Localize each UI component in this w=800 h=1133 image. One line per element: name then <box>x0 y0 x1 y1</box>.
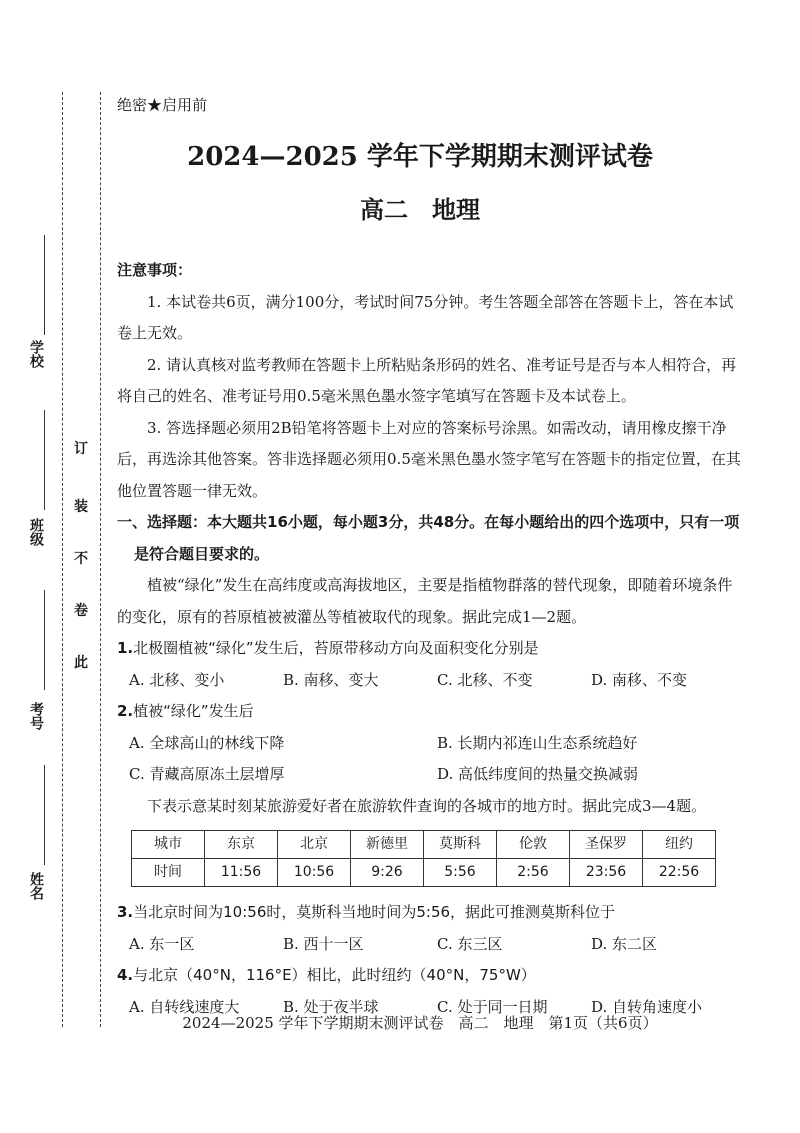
question-1-stem: 北极圈植被“绿化”发生后，苔原带移动方向及面积变化分别是 <box>133 639 539 657</box>
seal-char-ding: 订 <box>74 441 88 457</box>
section-heading-line2: 是符合题目要求的。 <box>134 544 270 563</box>
question-1-number: 1. <box>117 639 134 657</box>
question-4-number: 4. <box>117 966 134 984</box>
q3-option-b: B. 西十一区 <box>283 934 364 953</box>
question-2-number: 2. <box>117 702 134 720</box>
q4-option-a: A. 自转线速度大 <box>129 997 240 1016</box>
question-1-options <box>117 665 745 697</box>
table-cell-time: 22:56 <box>643 859 716 887</box>
q2-option-a: A. 全球高山的林线下降 <box>129 733 285 752</box>
school-label: 学校 <box>28 340 44 368</box>
name-label: 姓名 <box>28 872 44 900</box>
class-label: 班级 <box>28 518 44 546</box>
binding-dashed-line-outer <box>62 92 63 1027</box>
question-1 <box>117 633 745 665</box>
question-3-options <box>117 929 745 961</box>
table-cell-city: 圣保罗 <box>570 831 643 859</box>
question-2-stem: 植被“绿化”发生后 <box>133 702 254 720</box>
table-cell-time: 9:26 <box>351 859 424 887</box>
table-cell-time: 23:56 <box>570 859 643 887</box>
exam-no-fill-line <box>44 590 45 690</box>
table-cell-city: 新德里 <box>351 831 424 859</box>
question-3-number: 3. <box>117 903 134 921</box>
table-cell-city: 北京 <box>278 831 351 859</box>
notice-item-2: 2. 请认真核对监考教师在答题卡上所粘贴条形码的姓名、准考证号是否与本人相符合，再将自己的姓名、准考证号用0.5毫米黑色墨水签字笔填写在答题卡及本试卷上。 <box>117 355 737 405</box>
seal-char-zhuang: 装 <box>74 499 88 515</box>
question-2-options-row2 <box>117 759 745 791</box>
table-cell-city: 伦敦 <box>497 831 570 859</box>
q2-option-b: B. 长期内祁连山生态系统趋好 <box>437 733 638 752</box>
city-time-table <box>131 830 716 887</box>
question-3 <box>117 897 745 929</box>
table-cell-time: 5:56 <box>424 859 497 887</box>
question-2-options-row1 <box>117 728 745 760</box>
section-heading-line1: 一、选择题：本大题共16小题，每小题3分，共48分。在每小题给出的四个选项中，只有一项 <box>117 513 740 531</box>
exam-content <box>117 255 745 1023</box>
q1-option-d: D. 南移、不变 <box>591 670 688 689</box>
secret-label: 绝密★启用前 <box>117 96 208 114</box>
seal-char-juan: 卷 <box>74 603 88 619</box>
table-cell-city: 莫斯科 <box>424 831 497 859</box>
exam-title: 2024—2025 学年下学期期末测评试卷 <box>187 142 653 172</box>
exam-no-label: 考号 <box>28 702 44 730</box>
q1-option-b: B. 南移、变大 <box>283 670 379 689</box>
q3-option-a: A. 东一区 <box>129 934 195 953</box>
table-cell-time: 2:56 <box>497 859 570 887</box>
seal-char-bu: 不 <box>74 551 88 567</box>
class-fill-line <box>44 410 45 510</box>
question-4 <box>117 960 745 992</box>
q3-option-d: D. 东二区 <box>591 934 658 953</box>
q4-option-d: D. 自转角速度小 <box>591 997 703 1016</box>
q1-option-c: C. 北移、不变 <box>437 670 533 689</box>
q3-option-c: C. 东三区 <box>437 934 503 953</box>
page-footer: 2024—2025 学年下学期期末测评试卷 高二 地理 第1页（共6页） <box>182 1014 658 1032</box>
notice-item-3: 3. 答选择题必须用2B铅笔将答题卡上对应的答案标号涂黑。如需改动，请用橡皮擦干净后，再选涂其他答案。答非选择题必须用0.5毫米黑色墨水签字笔写在答题卡的指定位置，在其他位置答题一律无效。 <box>117 418 741 500</box>
q4-option-b: B. 处于夜半球 <box>283 997 379 1016</box>
passage-1: 植被“绿化”发生在高纬度或高海拔地区，主要是指植物群落的替代现象，即随着环境条件的变化，原有的苔原植被被灌丛等植被取代的现象。据此完成1—2题。 <box>117 576 733 626</box>
question-4-stem: 与北京（40°N，116°E）相比，此时纽约（40°N，75°W） <box>133 966 536 984</box>
table-cell-city: 纽约 <box>643 831 716 859</box>
table-row-city <box>132 831 716 859</box>
table-header-time: 时间 <box>132 859 205 887</box>
notice-item-1: 1. 本试卷共6页，满分100分，考试时间75分钟。考生答题全部答在答题卡上，答在本试卷上无效。 <box>117 292 734 342</box>
passage-2: 下表示意某时刻某旅游爱好者在旅游软件查询的各城市的地方时。据此完成3—4题。 <box>147 796 707 815</box>
q2-option-d: D. 高低纬度间的热量交换减弱 <box>437 765 639 783</box>
q4-option-c: C. 处于同一日期 <box>437 997 548 1016</box>
question-2 <box>117 696 745 728</box>
binding-dashed-line-inner <box>100 92 101 1027</box>
question-3-stem: 当北京时间为10:56时，莫斯科当地时间为5:56，据此可推测莫斯科位于 <box>133 903 616 921</box>
notice-heading: 注意事项： <box>117 261 193 279</box>
seal-char-ci: 此 <box>74 655 88 671</box>
school-fill-line <box>44 235 45 335</box>
exam-subtitle: 高二 地理 <box>360 195 480 224</box>
table-row-time <box>132 859 716 887</box>
q2-option-c: C. 青藏高原冻土层增厚 <box>129 765 285 783</box>
q1-option-a: A. 北移、变小 <box>129 670 225 689</box>
name-fill-line <box>44 765 45 865</box>
table-header-city: 城市 <box>132 831 205 859</box>
table-cell-time: 10:56 <box>278 859 351 887</box>
table-cell-time: 11:56 <box>205 859 278 887</box>
table-cell-city: 东京 <box>205 831 278 859</box>
